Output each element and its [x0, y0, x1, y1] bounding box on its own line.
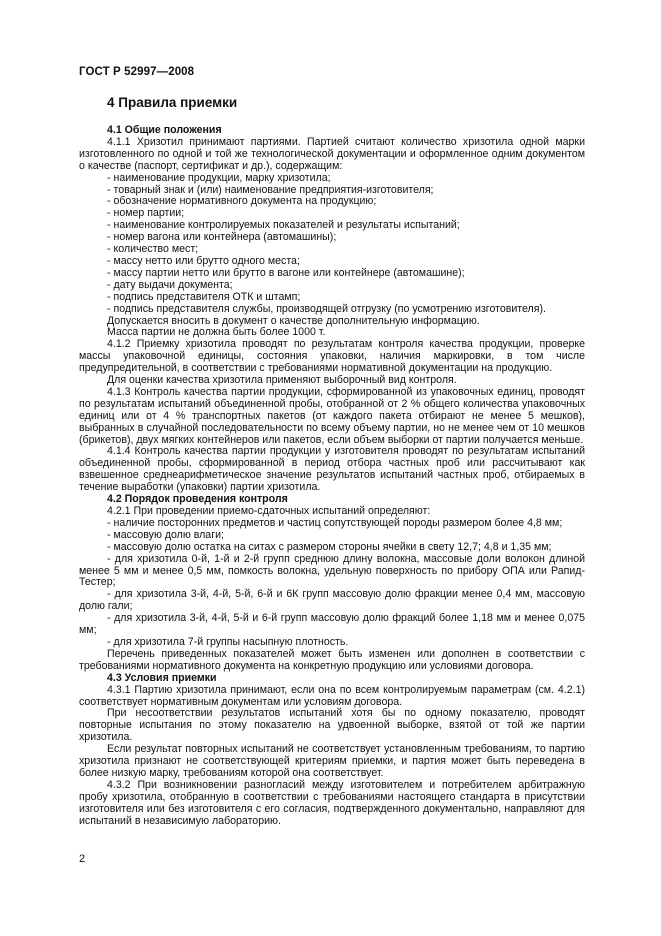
list-item: - товарный знак и (или) наименование предприятия-изготовителя; [107, 183, 434, 196]
paragraph: Перечень приведенных показателей может быть изменен или дополнен в соответствии с требованиями нормативного документа на конкретную продукцию или условиями договора. [79, 647, 585, 672]
paragraph: - наличие посторонних предметов и частиц сопутствующей породы размером более 4,8 мм; [107, 516, 563, 529]
paragraph: 4.1.3 Контроль качества партии продукции, сформированной из упаковочных единиц, проводят по результатам испытаний объединенной пробы, отобранной от 2 % общего количества упаковочных единиц или от 4 % транспортных пакетов (от каждого пакета отбирают не менее 5 мешков), выбранных в случайной последовательности по всему объему партии, но не менее чем от 10 мешков (брикетов), двух мягких контейнеров или пакетов, если объем выборки от партии получается меньше. [79, 385, 585, 446]
subsection-heading: 4.2 Порядок проведения контроля [107, 493, 288, 506]
subsection-heading: 4.1 Общие положения [107, 124, 222, 136]
paragraph: 4.1.1 Хризотил принимают партиями. Партией считают количество хризотила одной марки изготовленного по одной и той же технологической документации и оформленное одним документом о качестве (паспорт, сертификат и др.), содержащим: [79, 135, 585, 172]
list-item: - обозначение нормативного документа на продукцию; [107, 195, 377, 208]
paragraph: 4.3.2 При возникновении разногласий между изготовителем и потребителем арбитражную пробу хризотила, отобранную в соответствии с требованиями настоящего стандарта в присутствии изготовителя или без изготовителя с его согласия, подтвержденного документально, направляют для испытаний в независимую лабораторию. [79, 778, 585, 827]
list-item: - подпись представителя ОТК и штамп; [107, 290, 301, 303]
list-item: - массу нетто или брутто одного места; [107, 254, 300, 267]
paragraph: - для хризотила 0-й, 1-й и 2-й групп среднюю длину волокна, массовые доли волокон длиной менее 5 мм и менее 0,5 мм, помкость волокна, удельную поверхность по прибору ОПА или Рапид-Тестер; [79, 552, 585, 589]
list-item: - количество мест; [107, 243, 199, 256]
paragraph: - массовую долю влаги; [107, 528, 224, 541]
list-item: - подпись представителя службы, производящей отгрузку (по усмотрению изготовителя). [107, 302, 546, 315]
list-item: - наименование продукции, марку хризотила; [107, 171, 331, 184]
section-title: 4 Правила приемки [107, 95, 238, 110]
list-item: - дату выдачи документа; [107, 278, 233, 291]
list-item: - номер партии; [107, 207, 185, 220]
list-item: - наименование контролируемых показателей и результаты испытаний; [107, 219, 460, 232]
paragraph: При несоответствии результатов испытаний хотя бы по одному показателю, проводят повторные испытания по этому показателю на удвоенной выборке, взятой от той же партии хризотила. [79, 707, 585, 744]
paragraph: - для хризотила 3-й, 4-й, 5-й, 6-й и 6К групп массовую долю фракции менее 0,4 мм, массовую долю гали; [79, 588, 585, 613]
paragraph: - для хризотила 3-й, 4-й, 5-й и 6-й групп массовую долю фракций более 1,18 мм и менее 0,075 мм; [79, 612, 585, 637]
paragraph: 4.2.1 При проведении приемо-сдаточных испытаний определяют: [107, 505, 431, 517]
paragraph: 4.3.1 Партию хризотила принимают, если она по всем контролируемым параметрам (см. 4.2.1) соответствует нормативным документам или условиям договора. [79, 683, 585, 708]
list-item: - номер вагона или контейнера (автомашины); [107, 231, 337, 244]
paragraph: 4.1.2 Приемку хризотила проводят по результатам контроля качества продукции, проверке массы упаковочной единицы, состояния упаковки, наличия маркировки, в том числе предупредительной, в соответствии с требованиями нормативной документации на продукцию. [79, 338, 585, 375]
paragraph: Допускается вносить в документ о качестве дополнительную информацию. [107, 314, 480, 327]
paragraph: 4.1.4 Контроль качества партии продукции у изготовителя проводят по результатам испытаний объединенной пробы, сформированной в период отбора частных проб или рассчитывают как взвешенное среднеарифметическое значение результатов испытаний частных проб, отбираемых в течение выработки (упаковки) партии хризотила. [79, 445, 585, 494]
paragraph: - массовую долю остатка на ситах с размером стороны ячейки в свету 12,7; 4,8 и 1,35 мм; [107, 540, 552, 553]
list-item: - массу партии нетто или брутто в вагоне или контейнере (автомашине); [107, 266, 465, 279]
document-body [79, 125, 585, 827]
paragraph: - для хризотила 7-й группы насыпную плотность. [107, 635, 349, 648]
paragraph: Для оценки качества хризотила применяют выборочный вид контроля. [107, 374, 457, 387]
page-number: 2 [79, 853, 86, 865]
document-header: ГОСТ Р 52997—2008 [79, 66, 195, 78]
subsection-heading: 4.3 Условия приемки [107, 671, 217, 684]
paragraph: Масса партии не должна быть более 1000 т. [107, 326, 326, 339]
paragraph: Если результат повторных испытаний не соответствует установленным требованиям, то партию хризотила признают не соответствующей критериям приемки, и партия может быть переведена в более низкую марку, требованиям которой она соответствует. [79, 743, 585, 779]
